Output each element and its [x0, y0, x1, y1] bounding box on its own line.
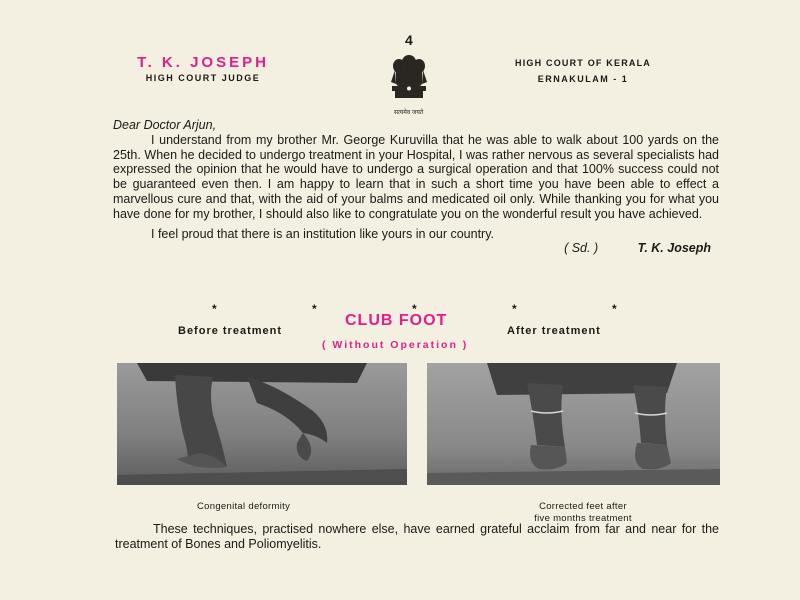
separator-star: * [212, 302, 217, 316]
sender-title: HIGH COURT JUDGE [145, 73, 261, 83]
caption-after-line: five months treatment [534, 513, 632, 524]
sender-name: T. K. JOSEPH [137, 54, 269, 71]
section-subtitle: ( Without Operation ) [322, 339, 469, 351]
letter-salutation: Dear Doctor Arjun, [113, 118, 217, 132]
before-treatment-label: Before treatment [178, 325, 283, 337]
letter-signature [113, 241, 719, 256]
letter-paragraph: I feel proud that there is an institution like yours in our country. [151, 226, 495, 241]
caption-before: Congenital deformity [197, 501, 291, 512]
before-treatment-photo [117, 363, 407, 485]
signed-mark: ( Sd. ) [564, 241, 599, 256]
signatory-name: T. K. Joseph [637, 241, 711, 256]
separator-star: * [412, 302, 417, 316]
after-treatment-label: After treatment [507, 325, 601, 337]
state-emblem-icon [386, 52, 432, 108]
caption-after-line: Corrected feet after [539, 501, 627, 512]
separator-star: * [312, 302, 317, 316]
letterhead-court [498, 58, 668, 84]
court-city: ERNAKULAM - 1 [537, 74, 629, 84]
letter-body [113, 118, 719, 256]
letterhead-sender [118, 54, 288, 83]
after-treatment-photo [427, 363, 720, 485]
letter-paragraph: I understand from my brother Mr. George Kuruvilla that he was able to walk about 100 yards on the 25th. When he decided to undergo treatment in your Hospital, I was rather nervous as several specialists had expressed the opinion that he would have to undergo a surgical operation and that 100% success could not be guaranteed even then. I am happy to learn that in such a short time you have been able to effect a marvellous cure and that, with the aid of your balms and medicated oil only. While thanking you for what you have done for my brother, I should also like to congratulate you on the wonderful result you have achieved. [113, 132, 719, 221]
section-title: CLUB FOOT [345, 312, 448, 329]
closing-paragraph: These techniques, practised nowhere else, have earned grateful acclaim from far and near for the treatment of Bones and Poliomyelitis. [115, 522, 719, 551]
page-number: 4 [405, 32, 413, 48]
emblem-motto: सत्यमेव जयते [394, 110, 424, 116]
separator-star: * [612, 302, 617, 316]
separator-star: * [512, 302, 517, 316]
court-name: HIGH COURT OF KERALA [515, 58, 651, 68]
